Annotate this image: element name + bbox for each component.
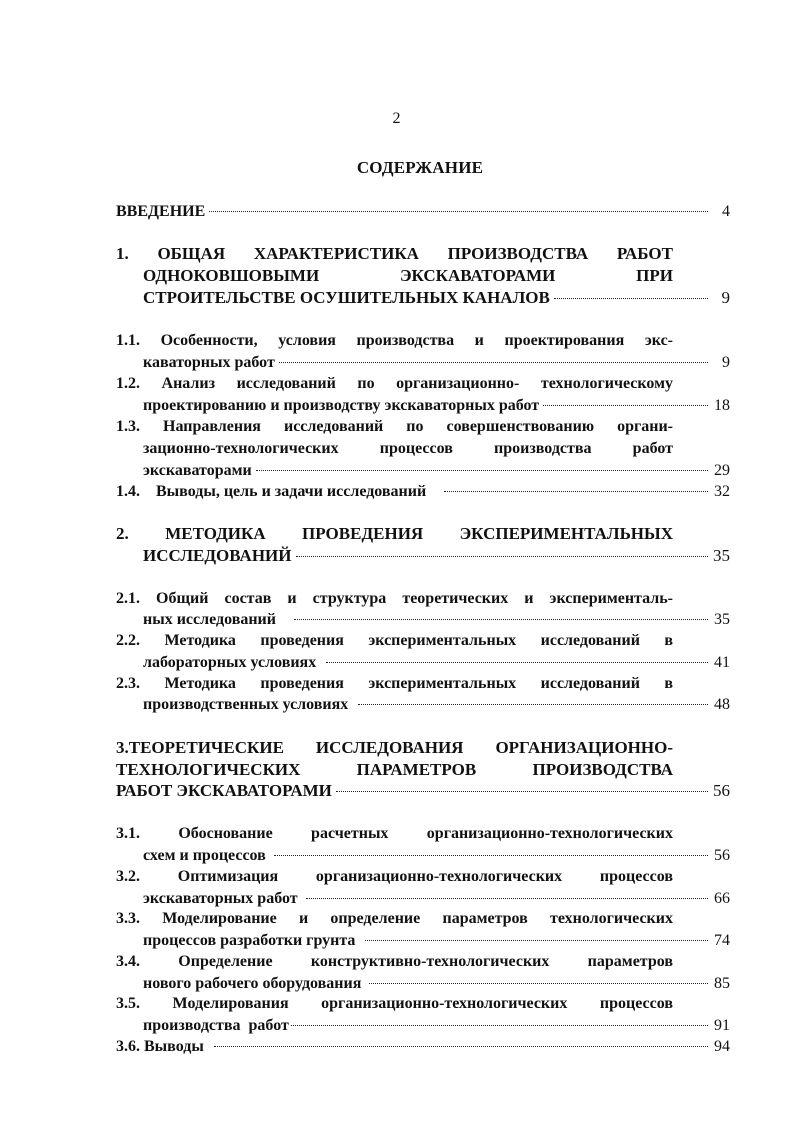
toc-page-number: 35 — [714, 611, 730, 628]
chapter-3-heading-line-2: ТЕХНОЛОГИЧЕСКИХ ПАРАМЕТРОВ ПРОИЗВОДСТВА — [116, 760, 673, 779]
toc-entry-text: ВВЕДЕНИЕ — [116, 203, 206, 220]
section-3-5-line-1: 3.5. Моделирования организационно-технологических процессов — [116, 995, 673, 1012]
toc-page-number: 41 — [714, 654, 730, 671]
chapter-1-heading-line-3: СТРОИТЕЛЬСТВЕ ОСУШИТЕЛЬНЫХ КАНАЛОВ 9 — [143, 288, 730, 307]
toc-page-number: 48 — [714, 696, 730, 713]
section-2-2-line-2: лабораторных условиях 41 — [143, 652, 730, 674]
chapter-2-heading-line-2: ИССЛЕДОВАНИЙ 35 — [143, 546, 730, 565]
page-number: 2 — [392, 110, 401, 127]
leader-dots — [444, 490, 708, 492]
toc-page-number: 85 — [714, 975, 730, 992]
leader-dots — [294, 618, 708, 620]
section-3-6: 3.6. Выводы 94 — [116, 1036, 730, 1058]
chapter-3-heading-line-3: РАБОТ ЭКСКАВАТОРАМИ 56 — [116, 781, 730, 800]
leader-dots — [256, 469, 708, 471]
toc-page-number: 91 — [714, 1017, 730, 1034]
leader-dots — [336, 790, 708, 792]
section-1-1-line-1: 1.1. Особенности, условия производства и проектирования экс- — [116, 332, 673, 349]
section-1-2-line-1: 1.2. Анализ исследований по организационно- технологическому — [116, 375, 673, 392]
chapter-2-heading-line-1: 2. МЕТОДИКА ПРОВЕДЕНИЯ ЭКСПЕРИМЕНТАЛЬНЫХ — [116, 524, 673, 543]
section-1-3-line-3: экскаваторами 29 — [143, 460, 730, 482]
section-3-4-line-1: 3.4. Определение конструктивно-технологических параметров — [116, 953, 673, 970]
section-3-1-line-2: схем и процессов 56 — [143, 845, 730, 867]
section-3-1-line-1: 3.1. Обоснование расчетных организационно-технологических — [116, 825, 673, 842]
leader-dots — [214, 1045, 708, 1047]
toc-page-number: 74 — [714, 932, 730, 949]
section-2-1-line-1: 2.1. Общий состав и структура теоретических и эксперименталь- — [116, 590, 673, 607]
toc-page-number: 9 — [721, 288, 730, 307]
leader-dots — [279, 361, 708, 363]
leader-dots — [291, 1024, 708, 1026]
leader-dots — [306, 897, 708, 899]
section-3-3-line-1: 3.3. Моделирование и определение параметров технологических — [116, 910, 673, 927]
section-1-3-line-1: 1.3. Направления исследований по совершенствованию органи- — [116, 418, 673, 435]
toc-page-number: 56 — [713, 781, 730, 800]
leader-dots — [369, 982, 708, 984]
leader-dots — [358, 703, 708, 705]
chapter-1-heading-line-2: ОДНОКОВШОВЫМИ ЭКСКАВАТОРАМИ ПРИ — [143, 266, 673, 285]
section-2-3-line-1: 2.3. Методика проведения экспериментальных исследований в — [116, 675, 673, 692]
toc-page-number: 9 — [722, 354, 730, 371]
section-1-2-line-2: проектированию и производству экскаваторных работ 18 — [143, 395, 730, 417]
toc-page-number: 29 — [714, 462, 730, 479]
section-1-1-line-2: каваторных работ 9 — [143, 352, 730, 374]
section-3-3-line-2: процессов разработки грунта 74 — [143, 930, 730, 952]
leader-dots — [554, 297, 708, 299]
chapter-3-heading-line-1: 3.ТЕОРЕТИЧЕСКИЕ ИССЛЕДОВАНИЯ ОРГАНИЗАЦИОННО- — [116, 738, 673, 757]
leader-dots — [209, 210, 708, 212]
section-2-1-line-2: ных исследований 35 — [143, 609, 730, 631]
toc-page-number: 18 — [714, 397, 730, 414]
section-1-4: 1.4. Выводы, цель и задачи исследований 32 — [116, 481, 730, 503]
leader-dots — [543, 404, 708, 406]
toc-page-number: 35 — [713, 546, 730, 565]
section-1-3-line-2: зационно-технологических процессов производства работ — [143, 440, 673, 457]
leader-dots — [326, 661, 708, 663]
section-3-2-line-1: 3.2. Оптимизация организационно-технологических процессов — [116, 868, 673, 885]
toc-page-number: 56 — [714, 847, 730, 864]
chapter-1-heading-line-1: 1. ОБЩАЯ ХАРАКТЕРИСТИКА ПРОИЗВОДСТВА РАБОТ — [116, 244, 673, 263]
toc-entry-intro — [116, 201, 730, 223]
toc-page-number: 66 — [714, 890, 730, 907]
section-2-2-line-1: 2.2. Методика проведения экспериментальных исследований в — [116, 632, 673, 649]
section-3-2-line-2: экскаваторных работ 66 — [143, 888, 730, 910]
leader-dots — [296, 555, 709, 557]
toc-page-number: 32 — [714, 483, 730, 500]
toc-title: СОДЕРЖАНИЕ — [356, 158, 484, 177]
section-2-3-line-2: производственных условиях 48 — [143, 694, 730, 716]
section-3-4-line-2: нового рабочего оборудования 85 — [143, 973, 730, 995]
toc-page-number: 4 — [722, 203, 730, 220]
leader-dots — [274, 854, 708, 856]
toc-page-number: 94 — [714, 1038, 730, 1055]
leader-dots — [365, 939, 708, 941]
section-3-5-line-2: производства работ 91 — [143, 1015, 730, 1037]
